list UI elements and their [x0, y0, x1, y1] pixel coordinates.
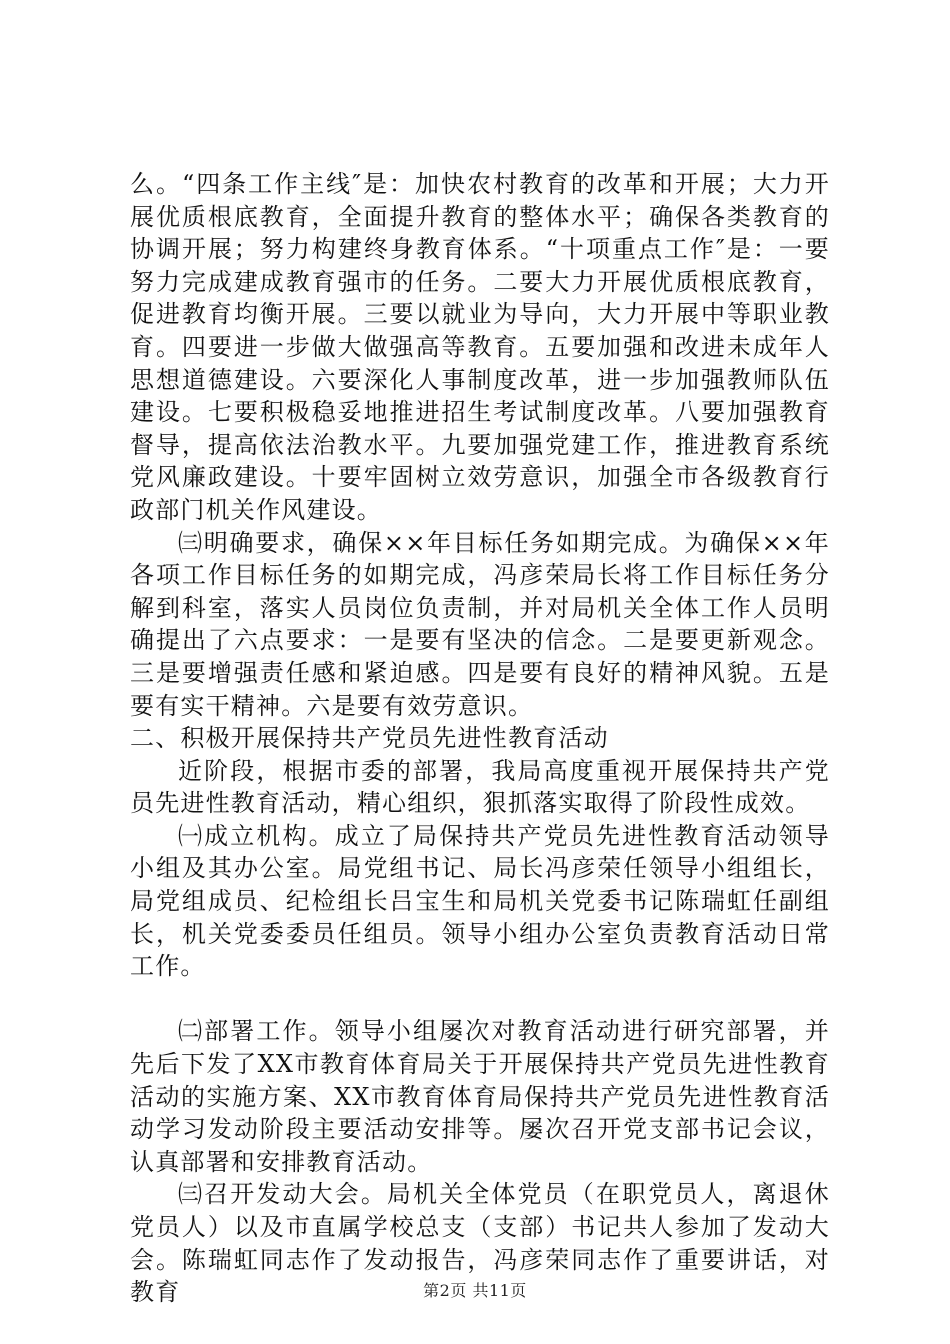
paragraph-recent-stage: 近阶段，根据市委的部署，我局高度重视开展保持共产党员先进性教育活动，精心组织，狠抓落实取得了阶段性成效。: [130, 756, 830, 818]
paragraph-mobilization-meeting: ㈢召开发动大会。局机关全体党员（在职党员人，离退休党员人）以及市直属学校总支（支部）书记共人参加了发动大会。陈瑞虹同志作了发动报告，冯彦荣同志作了重要讲话，对教育: [130, 1180, 830, 1307]
paragraph-establish-organization: ㈠成立机构。成立了局保持共产党员先进性教育活动领导小组及其办公室。局党组书记、局长冯彦荣任领导小组组长，局党组成员、纪检组长吕宝生和局机关党委书记陈瑞虹任副组长，机关党委委员任组员。领导小组办公室负责教育活动日常工作。: [130, 821, 830, 981]
paragraph-spacer: [130, 983, 830, 1016]
page-footer: 第2页 共11页: [423, 1281, 527, 1300]
paragraph-work-lines: 么。“四条工作主线″是：加快农村教育的改革和开展；大力开展优质根底教育，全面提升教育的整体水平；确保各类教育的协调开展；努力构建终身教育体系。“十项重点工作″是：一要努力完成建成教育强市的任务。二要大力开展优质根底教育，促进教育均衡开展。三要以就业为导向，大力开展中等职业教育。四要进一步做大做强高等教育。五要加强和改进未成年人思想道德建设。六要深化人事制度改革，进一步加强教师队伍建设。七要积极稳妥地推进招生考试制度改革。八要加强教育督导，提高依法治教水平。九要加强党建工作，推进教育系统党风廉政建设。十要牢固树立效劳意识，加强全市各级教育行政部门机关作风建设。: [130, 170, 830, 524]
paragraph-clear-requirements: ㈢明确要求，确保××年目标任务如期完成。为确保××年各项工作目标任务的如期完成，冯彦荣局长将工作目标任务分解到科室，落实人员岗位负责制，并对局机关全体工作人员明确提出了六点要求：一是要有坚决的信念。二是要更新观念。三是要增强责任感和紧迫感。四是要有良好的精神风貌。五是要有实干精神。六是要有效劳意识。: [130, 528, 830, 720]
paragraph-deploy-work: ㈡部署工作。领导小组屡次对教育活动进行研究部署，并先后下发了XX市教育体育局关于开展保持共产党员先进性教育活动的实施方案、XX市教育体育局保持共产党员先进性教育活动学习发动阶段主要活动安排等。屡次召开党支部书记会议，认真部署和安排教育活动。: [130, 1017, 830, 1176]
section-heading-2: 二、积极开展保持共产党员先进性教育活动: [130, 724, 609, 753]
document-body: [130, 168, 830, 1309]
